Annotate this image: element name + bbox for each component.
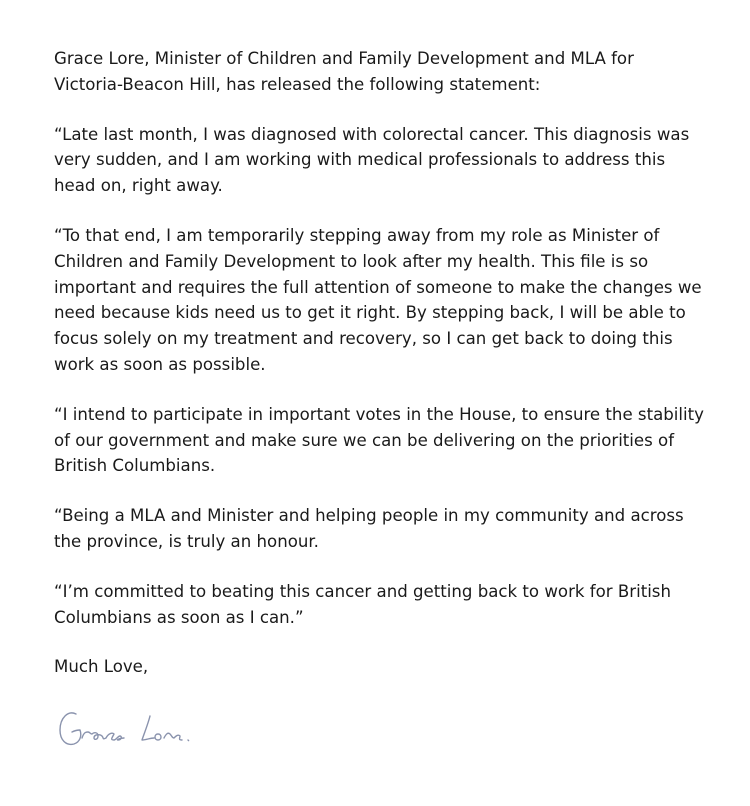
handwritten-signature — [54, 702, 224, 754]
statement-paragraph-2: “To that end, I am temporarily stepping away from my role as Minister of Children and Family Development to look after my health. This file is so important and requires the full attention of someone to make the changes we need because kids need us to get it right. By stepping back, I will be able to focus solely on my treatment and recovery, so I can get back to doing this work as soon as possible. — [54, 225, 702, 374]
statement-paragraph-4: “Being a MLA and Minister and helping people in my community and across the province, is truly an honour. — [54, 506, 684, 551]
statement-paragraph-1: “Late last month, I was diagnosed with colorectal cancer. This diagnosis was very sudden, and I am working with medical professionals to address this head on, right away. — [54, 124, 690, 196]
closing-line: Much Love, — [54, 657, 149, 677]
statement-paragraph-5: “I’m committed to beating this cancer and getting back to work for British Columbians as soon as I can.” — [54, 581, 671, 627]
statement-paragraph-3: “I intend to participate in important votes in the House, to ensure the stability of our government and make sure we can be delivering on the priorities of British Columbians. — [54, 404, 704, 476]
statement-intro: Grace Lore, Minister of Children and Family Development and MLA for Victoria-Beacon Hill, has released the following statement: — [54, 49, 634, 94]
signature-drawing — [54, 702, 224, 754]
statement-document — [54, 46, 704, 680]
signature-strokes — [60, 713, 189, 744]
